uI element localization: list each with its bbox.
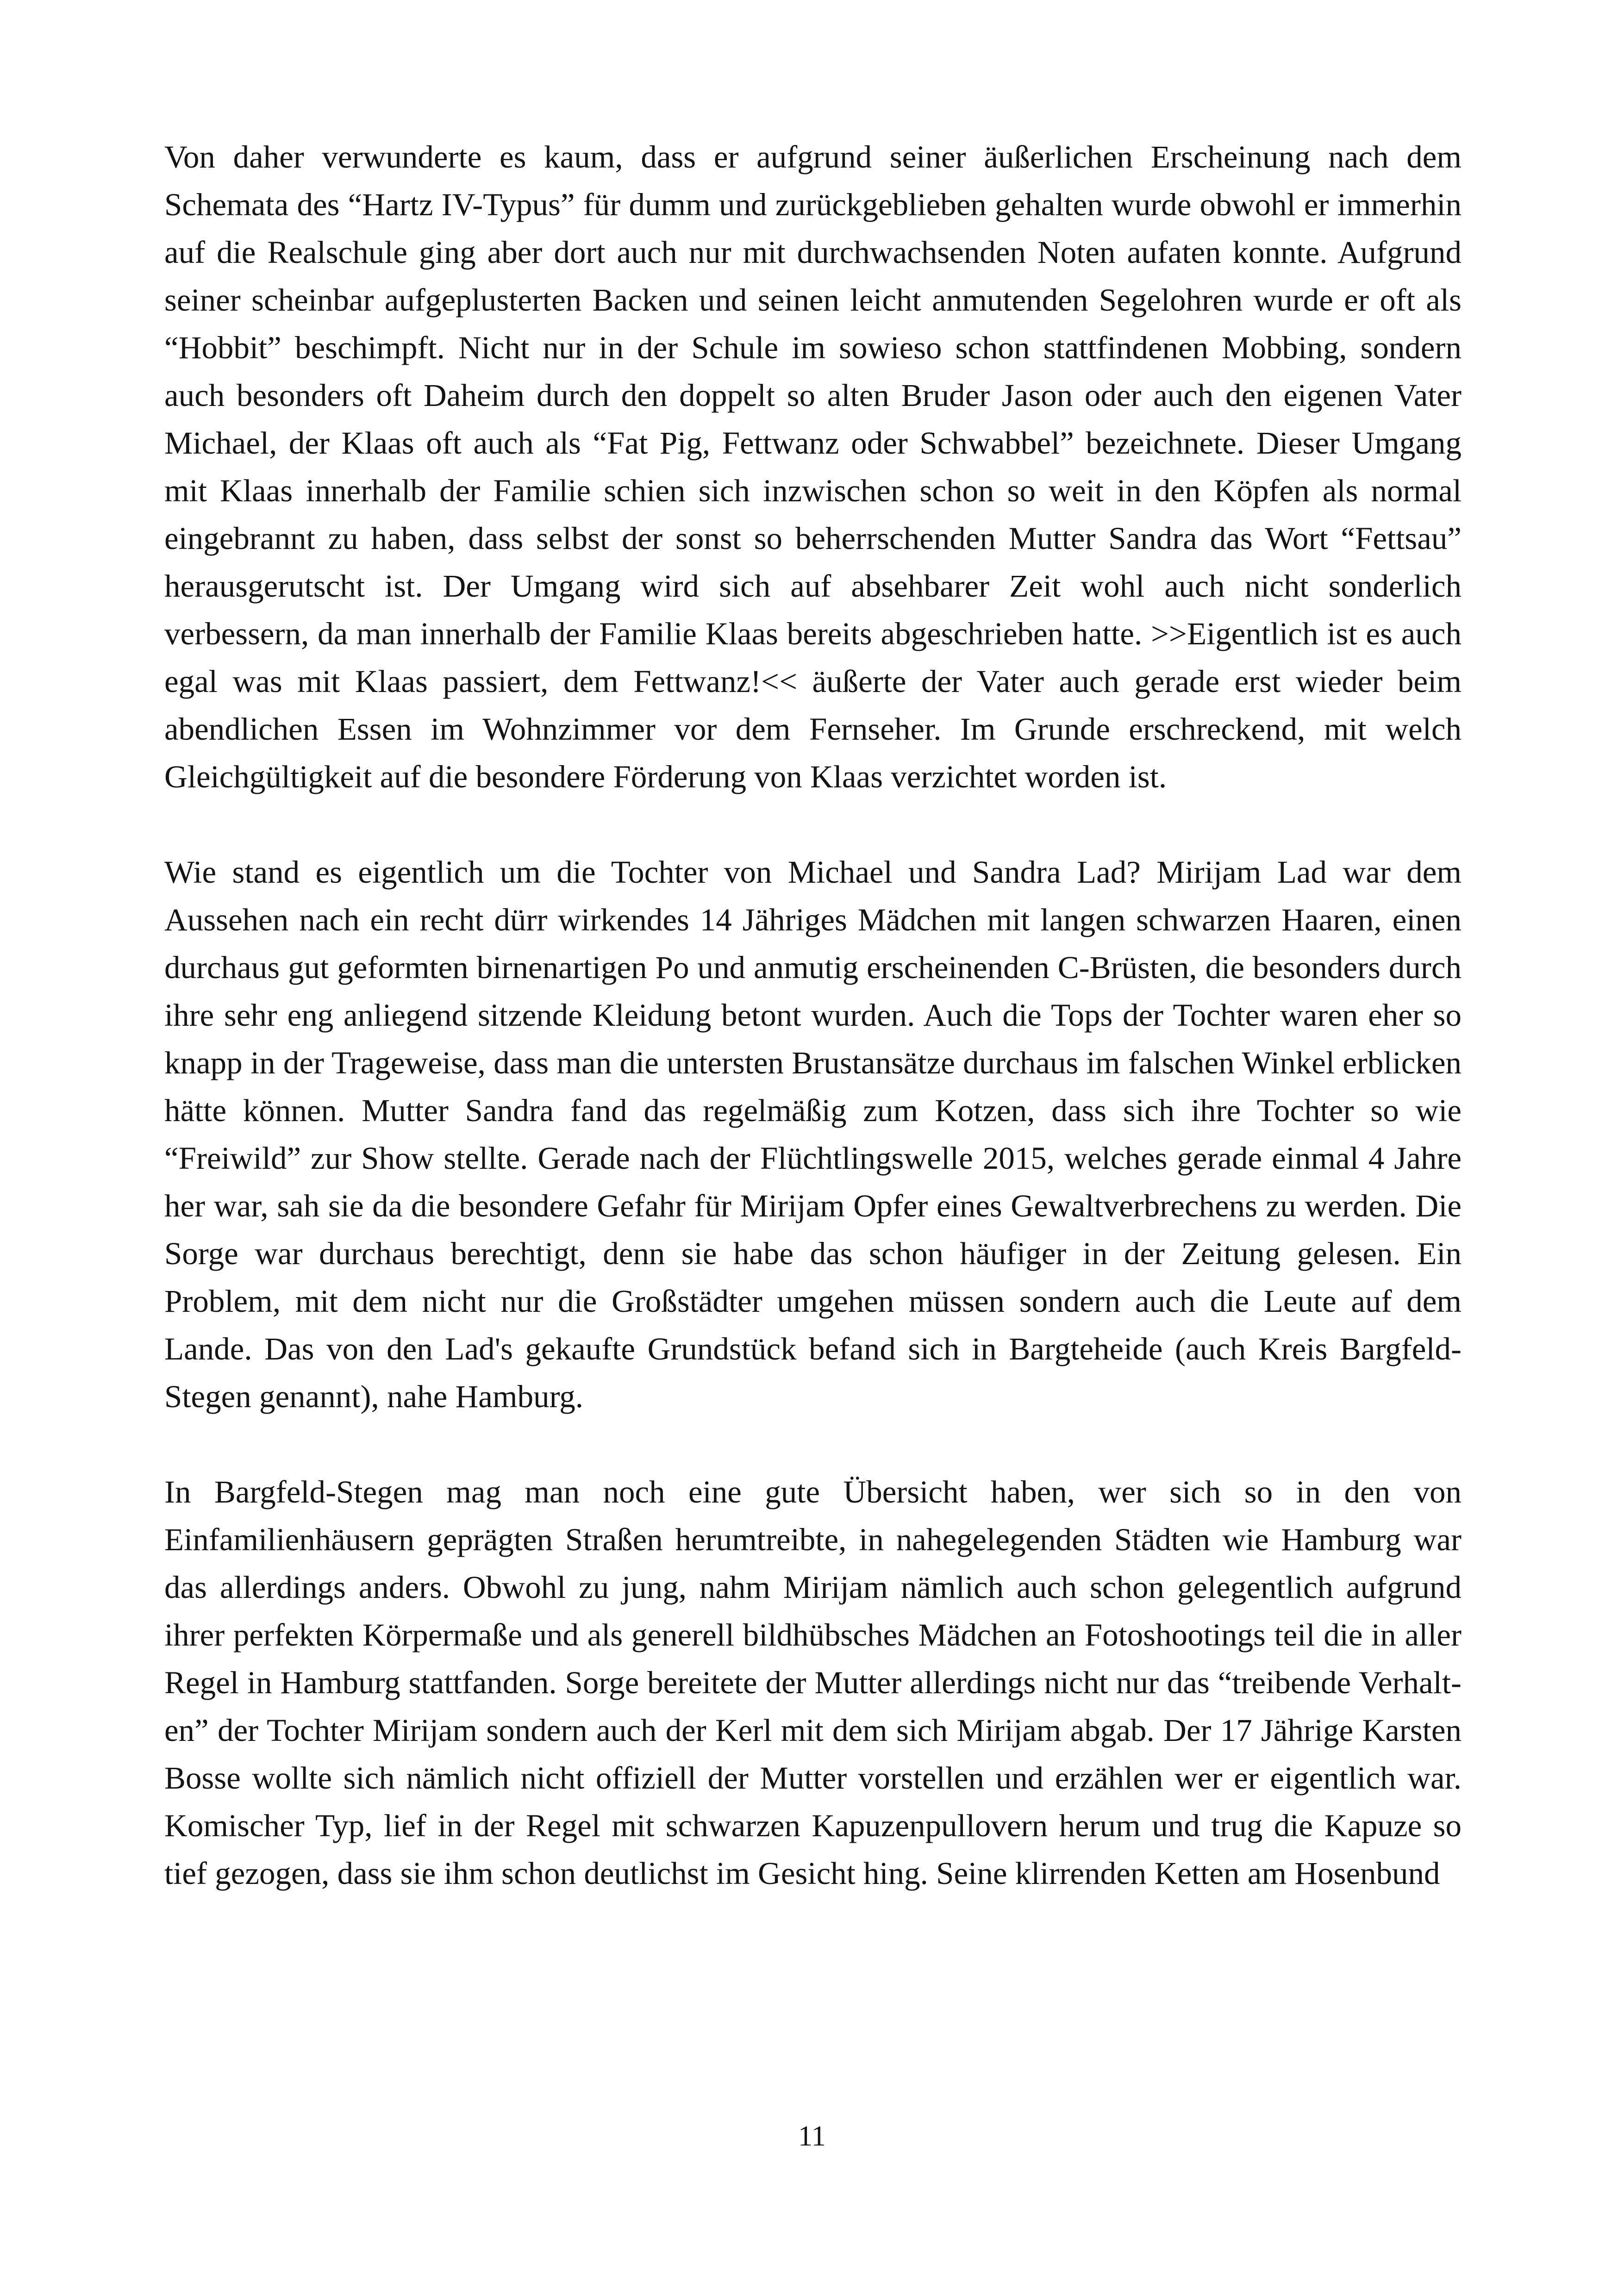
paragraph-mirijam: Wie stand es eigentlich um die Tochter von Michael und Sandra Lad? Mirijam Lad war dem Aussehen nach ein recht dürr wirkendes 14 Jähriges Mädchen mit langen schwarzen Haaren, einen durchaus gut geformten birnenartigen Po und anmutig erscheinenden C-Brüsten, die besonders durch ihre sehr eng anliegend sitzende Kleidung betont wurden. Auch die Tops der Tochter waren eher so knapp in der Trageweise, dass man die untersten Brustansätze durchaus im falschen Winkel erblicken hätte können. Mutter Sandra fand das regelmäßig zum Kotzen, dass sich ihre Tochter so wie “Freiwild” zur Show stellte. Gerade nach der Flüchtlingswelle 2015, welches gerade einmal 4 Jahre her war, sah sie da die besondere Gefahr für Mirijam Opfer eines Gewaltverbrechens zu werden. Die Sorge war durchaus berechtigt, denn sie habe das schon häufiger in der Zeitung gelesen. Ein Problem, mit dem nicht nur die Großstädter umgehen müssen sondern auch die Leute auf dem Lande. Das von den Lad's gekaufte Grundstück befand sich in Bargteheide (auch Kreis Bargfeld-Stegen genannt), nahe Hamburg.	[164, 854, 1462, 1414]
paragraph-bargfeld-stegen: In Bargfeld-Stegen mag man noch eine gute Übersicht haben, wer sich so in den von Einfamilienhäusern geprägten Straßen herumtreibte, in nahegelegenden Städten wie Hamburg war das allerdings anders. Obwohl zu jung, nahm Mirijam nämlich auch schon gelegentlich aufgrund ihrer perfekten Körpermaße und als generell bildhübsches Mädchen an Fotoshootings teil die in aller Regel in Hamburg stattfanden. Sorge bereitete der Mutter allerdings nicht nur das “treibende Verhalten” der Tochter Mirijam sondern auch der Kerl mit dem sich Mirijam abgab. Der 17 Jährige Karsten Bosse wollte sich nämlich nicht offiziell der Mutter vorstellen und erzählen wer er eigentlich war. Komischer Typ, lief in der Regel mit schwarzen Kapuzenpullovern herum und trug die Kapuze so tief gezogen, dass sie ihm schon deutlichst im Gesicht hing. Seine klirrenden Ketten am Hosenbund	[164, 1474, 1462, 1891]
paragraph-klaas: Von daher verwunderte es kaum, dass er aufgrund seiner äußerlichen Erscheinung nach dem Schemata des “Hartz IV-Typus” für dumm und zurückgeblieben gehalten wurde obwohl er immerhin auf die Realschule ging aber dort auch nur mit durchwachsenden Noten aufaten konnte. Aufgrund seiner scheinbar aufgeplusterten Backen und seinen leicht anmutenden Segelohren wurde er oft als “Hobbit” beschimpft. Nicht nur in der Schule im sowieso schon stattfindenen Mobbing, sondern auch besonders oft Daheim durch den doppelt so alten Bruder Jason oder auch den eigenen Vater Michael, der Klaas oft auch als “Fat Pig, Fettwanz oder Schwabbel” bezeichnete. Dieser Umgang mit Klaas innerhalb der Familie schien sich inzwischen schon so weit in den Köpfen als normal eingebrannt zu haben, dass selbst der sonst so beherrschenden Mutter Sandra das Wort “Fettsau” herausgerutscht ist. Der Umgang wird sich auf absehbarer Zeit wohl auch nicht sonderlich verbessern, da man innerhalb der Familie Klaas bereits abgeschrieben hatte. >>Eigentlich ist es auch egal was mit Klaas passiert, dem Fettwanz!<< äußerte der Vater auch gerade erst wieder beim abendlichen Essen im Wohnzimmer vor dem Fernseher. Im Grunde erschreckend, mit welch Gleichgültigkeit auf die besondere Förderung von Klaas verzichtet worden ist.	[164, 139, 1462, 794]
body-text	[164, 133, 1462, 1897]
page-number: 11	[798, 2120, 826, 2152]
